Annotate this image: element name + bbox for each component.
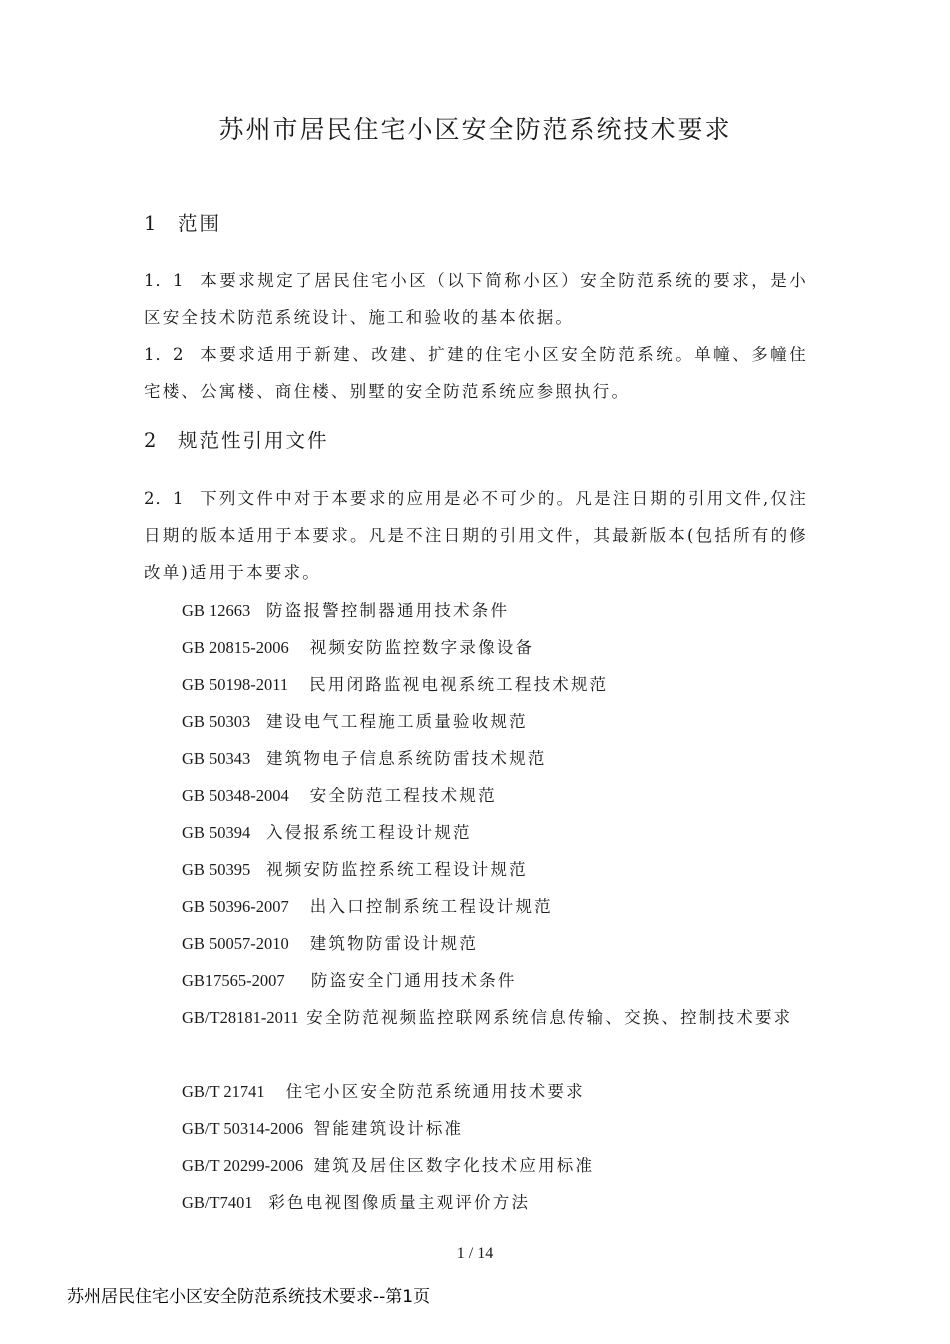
reference-item: [182, 592, 812, 629]
reference-title: 视频安防监控系统工程设计规范: [266, 860, 528, 879]
reference-title: 防盗报警控制器通用技术条件: [266, 601, 510, 620]
reference-code: GB/T7401: [182, 1193, 253, 1212]
reference-title: 入侵报系统工程设计规范: [266, 823, 472, 842]
reference-title: 建筑物防雷设计规范: [309, 934, 479, 953]
paragraph-text: 下列文件中对于本要求的应用是必不可少的。凡是注日期的引用文件,仅注日期的版本适用于本要求。凡是不注日期的引用文件，其最新版本(包括所有的修改单)适用于本要求。: [144, 489, 808, 582]
reference-title: 智能建筑设计标准: [313, 1119, 464, 1138]
reference-title: 安全防范工程技术规范: [309, 786, 497, 805]
section-heading-normative-references: [144, 426, 329, 456]
reference-item: [182, 740, 812, 777]
section-number: 1: [144, 212, 159, 235]
reference-title: 住宅小区安全防范系统通用技术要求: [285, 1082, 585, 1101]
reference-code: GB 50396-2007: [182, 897, 289, 916]
reference-code: GB/T28181-2011: [182, 1008, 299, 1027]
reference-list: [182, 592, 812, 1221]
reference-item: [182, 962, 812, 999]
reference-code: GB 50198-2011: [182, 675, 289, 694]
reference-code: GB 50303: [182, 712, 251, 731]
reference-item: [182, 629, 812, 666]
reference-code: GB 50394: [182, 823, 251, 842]
reference-item: [182, 851, 812, 888]
reference-code: GB 12663: [182, 601, 251, 620]
reference-code: GB 50348-2004: [182, 786, 289, 805]
reference-title: 视频安防监控数字录像设备: [309, 638, 535, 657]
reference-item: [182, 925, 812, 962]
reference-code: GB 50057-2010: [182, 934, 289, 953]
reference-item: [182, 1147, 812, 1184]
reference-title: 建设电气工程施工质量验收规范: [266, 712, 528, 731]
reference-title: 防盗安全门通用技术条件: [310, 971, 517, 990]
section-heading-scope: [144, 209, 221, 239]
paragraph-number: 1．1: [144, 271, 185, 290]
reference-title: 安全防范视频监控联网系统信息传输、交换、控制技术要求: [306, 1008, 793, 1027]
reference-code: GB 50395: [182, 860, 251, 879]
reference-item: [182, 1110, 812, 1147]
paragraph-1-2: [144, 336, 808, 410]
reference-item: [182, 814, 812, 851]
section-title: 规范性引用文件: [178, 429, 329, 452]
reference-code: GB 20815-2006: [182, 638, 289, 657]
page-number: 1 / 14: [456, 1245, 494, 1262]
paragraph-2-1: [144, 480, 808, 591]
reference-title: 民用闭路监视电视系统工程技术规范: [309, 675, 609, 694]
paragraph-text: 本要求规定了居民住宅小区（以下简称小区）安全防范系统的要求，是小区安全技术防范系统设计、施工和验收的基本依据。: [144, 271, 808, 327]
reference-title: 建筑物电子信息系统防雷技术规范: [266, 749, 547, 768]
reference-code: GB/T 21741: [182, 1082, 265, 1101]
reference-title: 建筑及居住区数字化技术应用标准: [313, 1156, 595, 1175]
paragraph-number: 2．1: [144, 489, 185, 508]
paragraph-1-1: [144, 262, 808, 336]
paragraph-text: 本要求适用于新建、改建、扩建的住宅小区安全防范系统。单幢、多幢住宅楼、公寓楼、商住楼、别墅的安全防范系统应参照执行。: [144, 345, 808, 401]
reference-code: GB 50343: [182, 749, 251, 768]
section-title: 范围: [178, 212, 222, 235]
reference-code: GB17565-2007: [182, 971, 285, 990]
reference-item: [182, 1184, 812, 1221]
section-number: 2: [144, 429, 159, 452]
reference-code: GB/T 50314-2006: [182, 1119, 304, 1138]
reference-code: GB/T 20299-2006: [182, 1156, 304, 1175]
reference-item: [182, 703, 812, 740]
reference-title: 彩色电视图像质量主观评价方法: [268, 1193, 531, 1212]
page-footer-caption: 苏州居民住宅小区安全防范系统技术要求--第1页: [67, 1287, 431, 1307]
reference-item: [182, 1073, 812, 1110]
reference-item: [182, 888, 812, 925]
reference-title: 出入口控制系统工程设计规范: [309, 897, 553, 916]
reference-item: [182, 666, 812, 703]
reference-item: [144, 999, 812, 1073]
reference-item: [182, 777, 812, 814]
document-title: 苏州市居民住宅小区安全防范系统技术要求: [218, 115, 732, 144]
paragraph-number: 1．2: [144, 345, 185, 364]
